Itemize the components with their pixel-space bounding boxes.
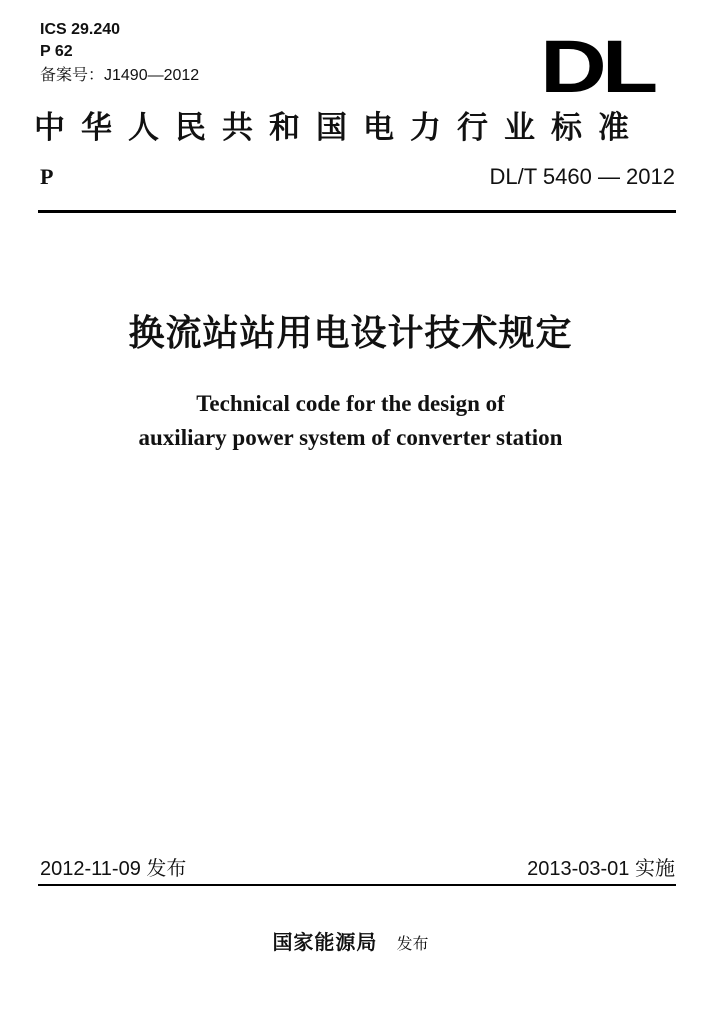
footer-divider [38,884,676,886]
record-number: 备案号：J1490—2012 [40,67,200,84]
issue-date: 2012-11-09 发布 [40,858,187,880]
title-english-line-1: Technical code for the design of [196,391,505,416]
title-chinese: 换流站站用电设计技术规定 [128,313,573,354]
issuer-block [0,926,701,955]
dl-logo: DL [540,25,654,108]
standard-organization: 中华人民共和国电力行业标准 [34,110,645,146]
issuer-name: 国家能源局 [272,930,378,954]
ics-code: ICS 29.240 [40,21,121,38]
title-english-line-2: auxiliary power system of converter station [138,425,563,450]
class-letter: P [40,164,54,189]
effective-date: 2013-03-01 实施 [527,858,675,880]
classification-code: P 62 [40,43,73,60]
header-divider [38,210,676,213]
issuer-verb: 发布 [396,934,429,953]
standard-number: DL/T 5460 — 2012 [489,164,675,189]
